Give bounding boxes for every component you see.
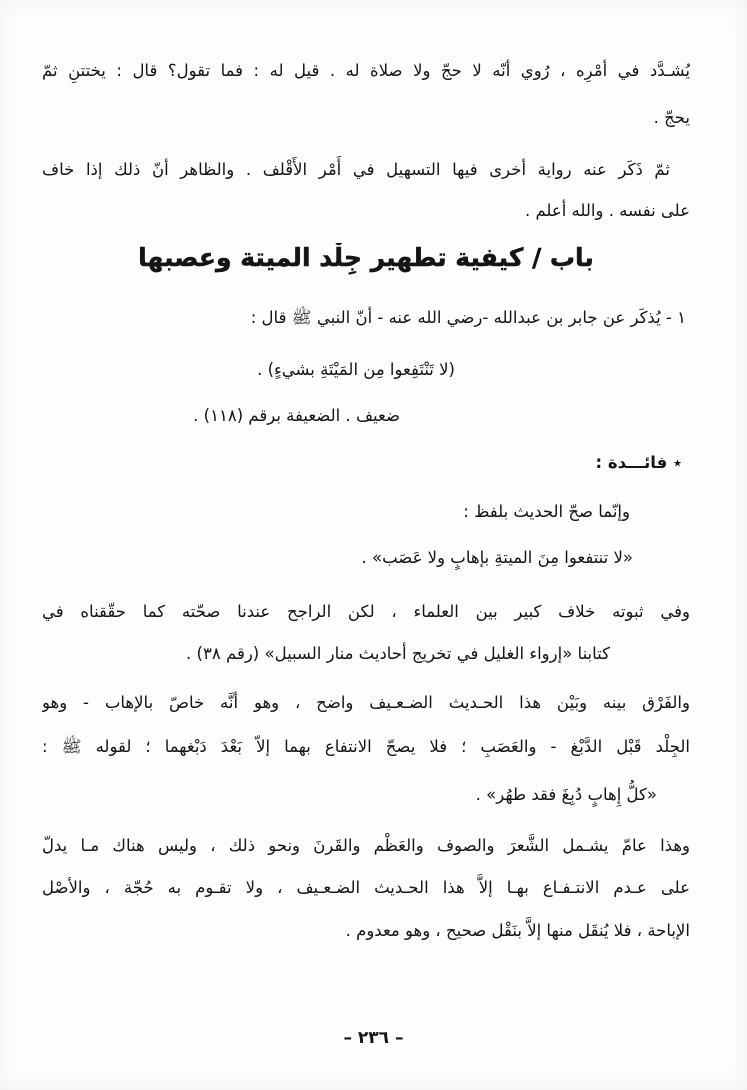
- paragraph2-line2: على نفسه . والله أعلم .: [524, 201, 690, 220]
- chapter-heading: باب / كيفية تطهير جِلْد الميتة وعصبها: [138, 243, 594, 272]
- faida-leadin: وإنّما صحّ الحديث بلفظ :: [463, 502, 630, 521]
- paragraph3-line1: وفي ثبوته خلاف كبير بين العلماء ، لكن الراجح عندنا صحّته كما حقّقناه في: [42, 602, 690, 621]
- faida-label: ٭ فائـــدة :: [595, 453, 682, 472]
- paragraph4-line2: الجِلْد قَبْل الدَّبْغ - والعَصَبِ ؛ فلا يصحّ الانتفاع بهما إلاّ بَعْدَ دَبْغهما ؛ لقوله ﷺ :: [42, 737, 690, 756]
- paragraph5-line2: على عـدم الانتـفـاع بهـا إلاَّ هذا الحـديث الضـعـيف ، ولا تقـوم به حُجّة ، والأصْل: [42, 878, 690, 897]
- hadith-grading: ضعيف . الضعيفة برقم (١١٨) .: [193, 406, 400, 425]
- page-number: – ٢٣٦ –: [343, 1028, 404, 1048]
- paragraph5-line1: وهذا عامّ يشـمل الشَّعرَ والصوف والعَظْم والقَرنَ ونحو ذلك ، وليس هناك مـا يدلّ: [42, 836, 690, 855]
- paragraph5-line3: الإباحة ، فلا يُنقَل منها إلاَّ بنَقْل صحيح ، وهو معدوم .: [345, 921, 690, 940]
- dabgh-quote: «كلُّ إِهابٍ دُبِغَ فقد طهُر» .: [475, 785, 657, 804]
- paragraph1-line1: يُشـدَّد في أمْرِه ، رُوي أنّه لا حجّ ولا صلاة له . قيل له : فما تقول؟ قال : يختتنِ ثمّ: [42, 61, 690, 80]
- hadith-intro: ١ - يُذكَر عن جابر بن عبدالله -رضي الله عنه - أنّ النبي ﷺ قال :: [250, 308, 686, 327]
- sahih-quote: «لا تنتفعوا مِنَ الميتةِ بإهابٍ ولا عَصَب» .: [361, 548, 633, 567]
- paragraph2-line1: ثمّ ذَكَر عنه رواية أخرى فيها التسهيل في أَمْر الأَقْلف . والظاهر أنّ ذلك إذا خاف: [42, 160, 670, 179]
- paragraph4-line1: والفَرْق بينه وبَيْن هذا الحـديث الضـعـيف واضح ، وهو أنَّه خاصّ بالإهاب - وهو: [42, 693, 690, 712]
- paragraph3-line2: كتابنا «إرواء الغليل في تخريج أحاديث منار السبيل» (رقم ٣٨) .: [186, 644, 610, 663]
- paragraph1-line2: يحجّ .: [653, 108, 690, 127]
- hadith-quote: (لا تَنْتَفِعوا مِن المَيْتَةِ بشيءٍ) .: [257, 360, 455, 379]
